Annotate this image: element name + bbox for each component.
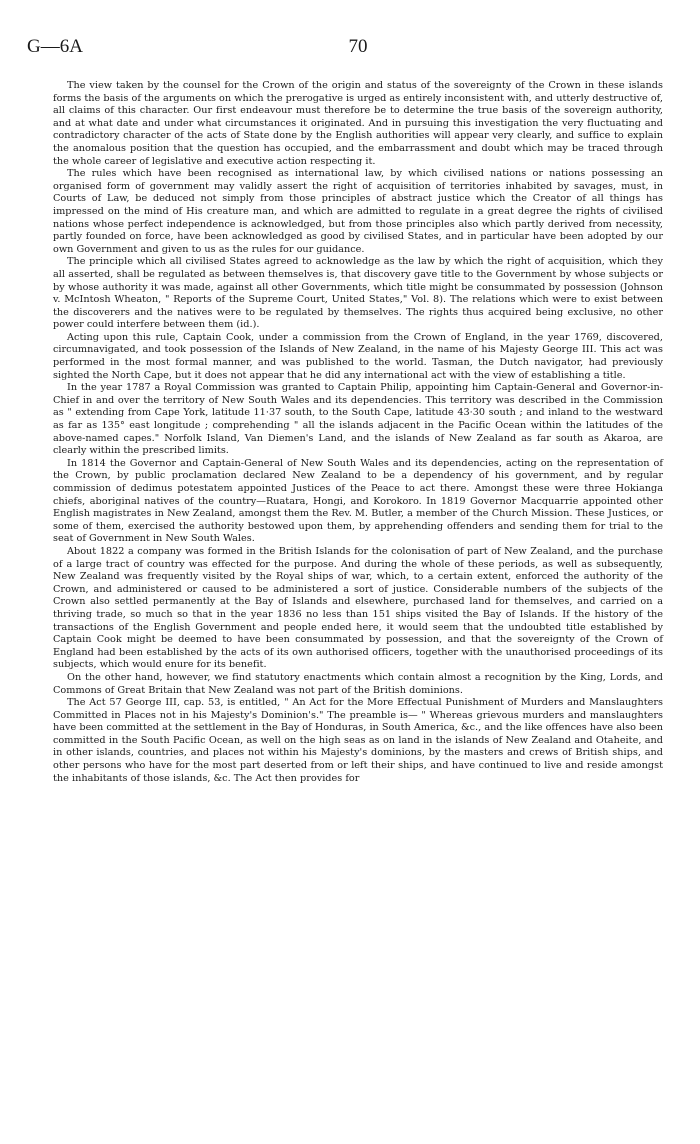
paragraph: Acting upon this rule, Captain Cook, under a commission from the Crown of England, in the year 1769, discovered, circumnavigated, and took possession of the Islands of New Zealand, in the name of his Majesty George III. This act was performed in the most formal manner, and was published to the world. Tasman, the Dutch navigator, had previously sighted the North Cape, but it does not appear that he did any international act with the view of establishing a title. [53, 331, 663, 381]
paragraph: The rules which have been recognised as international law, by which civilised nations or nations possessing an organised form of government may validly assert the right of acquisition of territories inhabited by savages, must, in Courts of Law, be deduced not simply from those principles of abstract justice which the Creator of all things has impressed on the mind of His creature man, and which are admitted to regulate in a great degree the rights of civilised nations whose perfect independence is acknowledged, but from those principles also which partly derived from necessity, partly founded on force, have been acknowledged as good by civilised States, and in particular have been adopted by our own Government and given to us as the rules for our guidance. [53, 168, 663, 255]
page-number: 70 [348, 36, 368, 57]
document-reference: G—6A [27, 36, 83, 57]
paragraph: The Act 57 George III, cap. 53, is entitled, " An Act for the More Effectual Punishment of Murders and Manslaughters Committed in Places not in his Majesty's Dominion's." The preamble is— " Whereas grievous murders and manslaughters have been committed at the settlement in the Bay of Honduras, in South America, &c., and the like offences have also been committed in the South Pacific Ocean, as well on the high seas as on land in the islands of New Zealand and Otaheite, and in other islands, countries, and places not within his Majesty's dominions, by the masters and crews of British ships, and other persons who have for the most part deserted from or left their ships, and have continued to live and reside amongst the inhabitants of those islands, &c. The Act then provides for [53, 697, 663, 784]
paragraph: On the other hand, however, we find statutory enactments which contain almost a recognition by the King, Lords, and Commons of Great Britain that New Zealand was not part of the British dominions. [53, 671, 663, 696]
paragraph: In the year 1787 a Royal Commission was granted to Captain Philip, appointing him Captain-General and Governor-in-Chief in and over the territory of New South Wales and its dependencies. This territory was described in the Commission as " extending from Cape York, latitude 11·37 south, to the South Cape, latitude 43·30 south ; and inland to the westward as far as 135° east longitude ; comprehending " all the islands adjacent in the Pacific Ocean within the latitudes of the above-named capes." Norfolk Island, Van Diemen's Land, and the islands of New Zealand as far south as Akaroa, are clearly within the prescribed limits. [53, 382, 663, 457]
paragraph: The principle which all civilised States agreed to acknowledge as the law by which the right of acquisition, which they all asserted, shall be regulated as between themselves is, that discovery gave title to the Government by whose subjects or by whose authority it was made, against all other Governments, which title might be consummated by possession (Johnson v. McIntosh Wheaton, " Reports of the Supreme Court, United States," Vol. 8). The relations which were to exist between the discoverers and the natives were to be regulated by themselves. The rights thus acquired being exclusive, no other power could interfere between them (id.). [53, 256, 663, 331]
paragraph: The view taken by the counsel for the Crown of the origin and status of the sovereignty of the Crown in these islands forms the basis of the arguments on which the prerogative is urged as entirely inconsistent with, and utterly destructive of, all claims of this character. Our first endeavour must therefore be to determine the true basis of the sovereign authority, and at what date and under what circumstances it originated. And in pursuing this investigation the very fluctuating and contradictory character of the acts of State done by the English authorities will appear very clearly, and suffice to explain the anomalous position that the question has occupied, and the embarrassment and doubt which may be traced through the whole career of legislative and executive action respecting it. [53, 80, 664, 167]
document-body [53, 80, 663, 785]
paragraph: In 1814 the Governor and Captain-General of New South Wales and its dependencies, acting on the representation of the Crown, by public proclamation declared New Zealand to be a dependency of his government, and by regular commission of dedimus potestatem appointed Justices of the Peace to act there. Amongst these were three Hokianga chiefs, aboriginal natives of the country—Ruatara, Hongi, and Korokoro. In 1819 Governor Macquarrie appointed other English magistrates in New Zealand, amongst them the Rev. M. Butler, a member of the Church Mission. These Justices, or some of them, exercised the authority bestowed upon them, by apprehending offenders and sending them for trial to the seat of Government in New South Wales. [53, 457, 663, 545]
page-header [27, 36, 663, 66]
paragraph: About 1822 a company was formed in the British Islands for the colonisation of part of New Zealand, and the purchase of a large tract of country was effected for the purpose. And during the whole of these periods, as well as subsequently, New Zealand was frequently visited by the Royal ships of war, which, to a certain extent, enforced the authority of the Crown, and administered or caused to be administered a sort of justice. Considerable numbers of the subjects of the Crown also settled permanently at the Bay of Islands and elsewhere, purchased land for themselves, and carried on a thriving trade, so much so that in the year 1836 no less than 151 ships visited the Bay of Islands. If the history of the transactions of the English Government and people ended here, it would seem that the undoubted title established by Captain Cook might be deemed to have been consummated by possession, and that the sovereignty of the Crown of England had been established by the acts of its own authorised officers, together with the unauthorised proceedings of its subjects, which would enure for its benefit. [53, 545, 663, 671]
